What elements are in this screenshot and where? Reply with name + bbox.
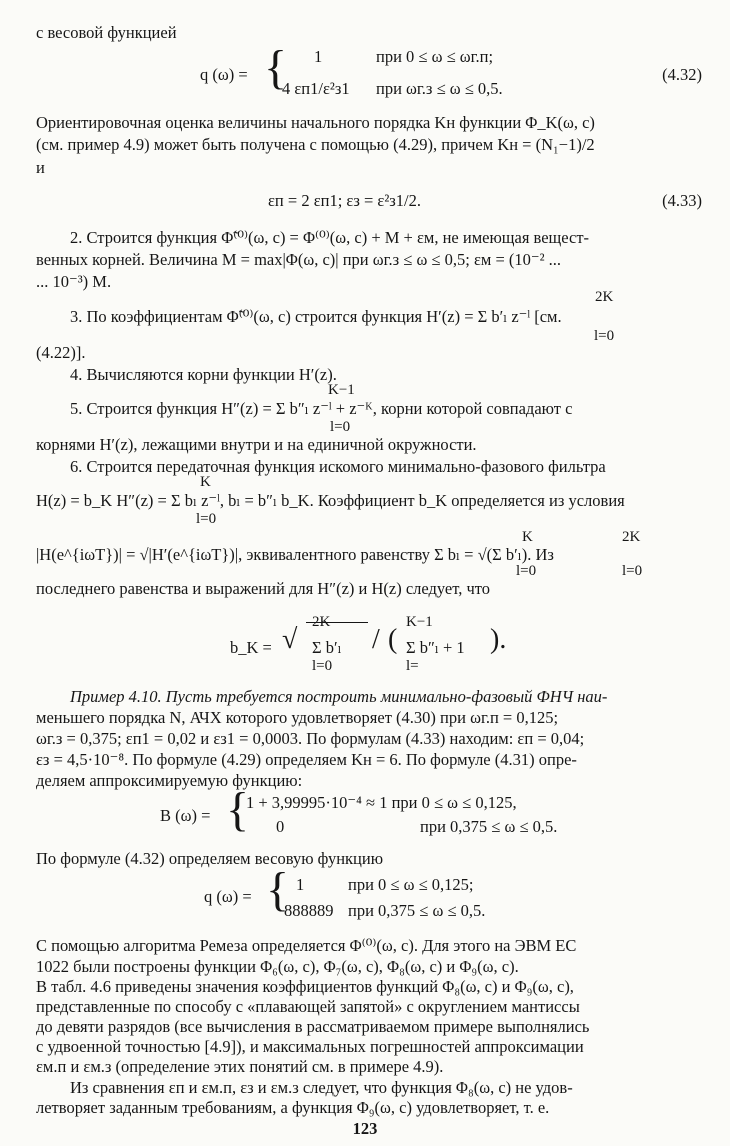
sum-upper-limit: 2K	[622, 529, 641, 545]
paren-icon: ).	[490, 624, 507, 655]
sum-upper-limit: K	[200, 474, 211, 490]
text-line: H(z) = b_K H″(z) = Σ bₗ z⁻ˡ, bₗ = b″ₗ b_K. Коэффициент b_K определяется из условия	[36, 491, 625, 510]
sqrt-icon: √	[282, 624, 298, 655]
sum-upper-limit: K−1	[328, 382, 355, 398]
text-line: до девяти разрядов (все вычисления в рассматриваемом примере выполнялись	[36, 1017, 590, 1036]
text-line: (см. пример 4.9) может быть получена с помощью (4.29), причем Kн = (N₁−1)/2	[36, 135, 595, 154]
text-line: последнего равенства и выражений для H″(z) и H(z) следует, что	[36, 579, 490, 598]
text-line: деляем аппроксимируемую функцию:	[36, 771, 303, 790]
text-line: εм.п и εм.з (определение этих понятий см. в примере 4.9).	[36, 1057, 444, 1076]
text-line: представленные по способу с «плавающей запятой» с округлением мантиссы	[36, 997, 580, 1016]
text-line: ... 10⁻³) M.	[36, 272, 112, 291]
text-line: |H(e^{iωT})| = √|H′(e^{iωT})|, эквивалентного равенству Σ bₗ = √(Σ b′ₗ). Из	[36, 545, 554, 564]
text-line: корнями H′(z), лежащими внутри и на единичной окружности.	[36, 435, 477, 454]
text-line: В табл. 4.6 приведены значения коэффициентов функций Φ₈(ω, c) и Φ₉(ω, c),	[36, 977, 574, 996]
text-line: и	[36, 158, 45, 177]
equation-number: (4.33)	[662, 191, 702, 210]
sum-lower-limit: l=0	[196, 511, 217, 527]
sum-lower-limit: l=0	[594, 328, 615, 344]
sum-lower-limit: l=0	[622, 563, 643, 579]
text-line: 4. Вычисляются корни функции H′(z).	[70, 365, 337, 384]
text-line: 6. Строится передаточная функция искомого минимально-фазового фильтра	[70, 457, 606, 476]
sum-upper-limit: 2K	[595, 289, 614, 305]
text-line: 2. Строится функция Φ̃⁽⁰⁾(ω, c) = Φ⁽⁰⁾(ω, c) + M + εм, не имеющая вещест-	[70, 228, 590, 247]
sum-upper-limit: K	[522, 529, 533, 545]
text-line: По формуле (4.32) определяем весовую функцию	[36, 849, 384, 868]
equation-number: (4.32)	[662, 65, 702, 84]
text-line: Из сравнения εп и εм.п, εз и εм.з следует, что функция Φ₈(ω, c) не удов-	[70, 1078, 573, 1097]
text-line: Пример 4.10. Пусть требуется построить минимально-фазовый ФНЧ наи-	[70, 687, 608, 706]
text-line: С помощью алгоритма Ремеза определяется Φ⁽⁰⁾(ω, c). Для этого на ЭВМ ЕС	[36, 936, 577, 955]
fraction-slash: /	[372, 624, 380, 655]
text-line: 3. По коэффициентам Φ̃⁽⁰⁾(ω, c) строится функция H′(z) = Σ b′ₗ z⁻ˡ [см.	[70, 307, 562, 326]
text-line: летворяет заданным требованиям, а функция Φ₉(ω, c) удовлетворяет, т. е.	[36, 1098, 550, 1117]
brace-icon: {	[266, 863, 290, 916]
sum-lower-limit: l=0	[516, 563, 537, 579]
text-line: ωг.з = 0,375; εп1 = 0,02 и εз1 = 0,0003. По формулам (4.33) находим: εп = 0,04;	[36, 729, 585, 748]
paren-icon: (	[388, 624, 398, 655]
brace-icon: {	[264, 41, 288, 94]
text-line: 5. Строится функция H″(z) = Σ b″ₗ z⁻ˡ + z⁻ᴷ, корни которой совпадают с	[70, 399, 573, 418]
book-page: с весовой функцией q (ω) = { 1 при 0 ≤ ω ≤ ωг.п; 4 εп1/ε²з1 при ωг.з ≤ ω ≤ 0,5. (4.32) Ориентировочная оценка величины начального порядка Kн функции Φ_K(ω, c) (см. пример 4.9) может быть получена с помощью (4.29), причем Kн = (N₁−1)/2 и εп = 2 εп1; εз = ε²з1/2. (4.33) 2. Строится функция Φ̃⁽⁰⁾(ω, c) = Φ⁽⁰⁾(ω, c) + M + εм, не имеющая вещест- венных корней. Величина M = max|Φ(ω, c)| при ωг.з ≤ ω ≤ 0,5; εм = (10⁻² ... ... 10⁻³) M. 2K 3. По коэффициентам Φ̃⁽⁰⁾(ω, c) строится функция H′(z) = Σ b′ₗ z⁻ˡ [см. l=0 (4.22)]. 4. Вычисляются корни функции H′(z). K−1 5. Строится функция H″(z) = Σ b″ₗ z⁻ˡ + z⁻ᴷ, корни которой совпадают с l=0 корнями H′(z), лежащими внутри и на единичной окружности. 6. Строится передаточная функция искомого минимально-фазового фильтра K H(z) = b_K H″(z) = Σ bₗ z⁻ˡ, bₗ = b″ₗ b_K. Коэффициент b_K определяется из условия l=0 K 2K |H(e^{iωT})| = √|H′(e^{iωT})|, эквивалентного равенству Σ bₗ = √(Σ b′ₗ). Из l=0 l=0 последнего равенства и выражений для H″(z) и H(z) следует, что b_K = √ 2K Σ b′ₗ l=0 / ( K−1 Σ b″ₗ + 1 l= ). Пример 4.10. Пусть требуется построить минимально-фазовый ФНЧ наи- меньшего порядка N, АЧХ которого удовлетворяет (4.30) при ωг.п = 0,125; ωг.з = 0,375; εп1 = 0,02 и εз1 = 0,0003. По формулам (4.33) находим: εп = 0,04; εз = 4,5·10⁻⁸. По формуле (4.29) определяем Kн = 6. По формуле (4.31) опре- деляем аппроксимируемую функцию: B (ω) = { 1 + 3,99995·10⁻⁴ ≈ 1 при 0 ≤ ω ≤ 0,125, 0 при 0,375 ≤ ω ≤ 0,5. По формуле (4.32) определяем весовую функцию q (ω) = { 1 при 0 ≤ ω ≤ 0,125; 888889 при 0,375 ≤ ω ≤ 0,5. С помощью алгоритма Ремеза определяется Φ⁽⁰⁾(ω, c). Для этого на ЭВМ ЕС 1022 были построены функции Φ₆(ω, c), Φ₇(ω, c), Φ₈(ω, c) и Φ₉(ω, c). В табл. 4.6 приведены значения коэффициентов функций Φ₈(ω, c) и Φ₉(ω, c), представленные по способу с «плавающей запятой» с округлением мантиссы до девяти разрядов (все вычисления в рассматриваемом примере выполнялись с удвоенной точностью [4.9]), и максимальных погрешностей аппроксимации εм.п и εм.з (определение этих понятий см. в примере 4.9). Из сравнения εп и εм.п, εз и εм.з следует, что функция Φ₈(ω, c) не удов- летворяет заданным требованиям, а функция Φ₉(ω, c) удовлетворяет, т. е. 123	[0, 0, 730, 1146]
text-line: меньшего порядка N, АЧХ которого удовлетворяет (4.30) при ωг.п = 0,125;	[36, 708, 559, 727]
text-line: Ориентировочная оценка величины начального порядка Kн функции Φ_K(ω, c)	[36, 113, 595, 132]
sum-lower-limit: l=0	[330, 419, 351, 435]
brace-icon: {	[226, 783, 250, 836]
text-line: с весовой функцией	[36, 23, 177, 42]
page-number: 123	[352, 1119, 378, 1138]
text-line: 1022 были построены функции Φ₆(ω, c), Φ₇(ω, c), Φ₈(ω, c) и Φ₉(ω, c).	[36, 957, 519, 976]
text-line: (4.22)].	[36, 343, 86, 362]
text-line: εз = 4,5·10⁻⁸. По формуле (4.29) определяем Kн = 6. По формуле (4.31) опре-	[36, 750, 577, 769]
text-line: с удвоенной точностью [4.9]), и максимальных погрешностей аппроксимации	[36, 1037, 584, 1056]
text-line: венных корней. Величина M = max|Φ(ω, c)| при ωг.з ≤ ω ≤ 0,5; εм = (10⁻² ...	[36, 250, 562, 269]
